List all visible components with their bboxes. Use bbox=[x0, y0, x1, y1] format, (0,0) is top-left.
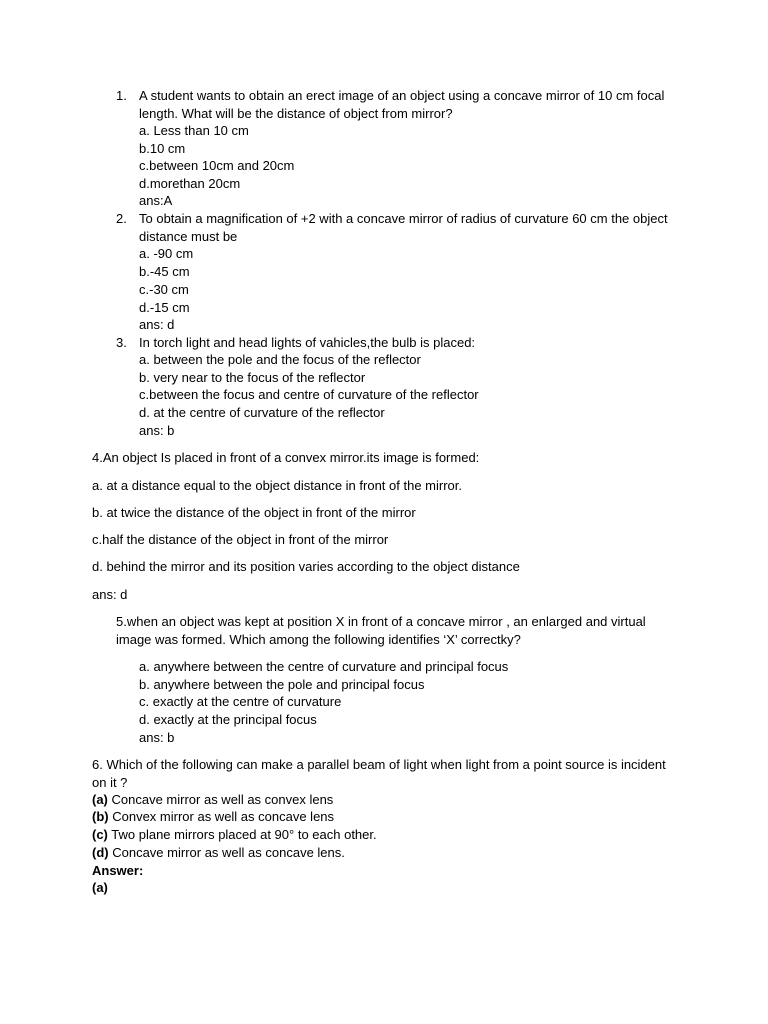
q6-option-b bbox=[92, 808, 334, 825]
q4-option-a: a. at a distance equal to the object distance in front of the mirror. bbox=[92, 478, 462, 493]
q6-option-b-text: Convex mirror as well as concave lens bbox=[108, 809, 335, 824]
q2-option-b: b.-45 cm bbox=[139, 264, 190, 279]
q3-option-a: a. between the pole and the focus of the reflector bbox=[139, 352, 421, 367]
q6-stem-line-1: 6. Which of the following can make a parallel beam of light when light from a point source is incident bbox=[92, 757, 666, 772]
q3-answer: ans: b bbox=[139, 423, 175, 438]
q1-stem-line-1: A student wants to obtain an erect image of an object using a concave mirror of 10 cm focal bbox=[139, 88, 665, 103]
q4-option-b: b. at twice the distance of the object in front of the mirror bbox=[92, 505, 416, 520]
q6-option-d-label: (d) bbox=[92, 845, 109, 860]
q5-answer: ans: b bbox=[139, 730, 175, 745]
q6-option-a-text: Concave mirror as well as convex lens bbox=[107, 792, 334, 807]
q6-option-a bbox=[92, 791, 333, 808]
q6-answer-value: (a) bbox=[92, 880, 108, 895]
q2-number: 2. bbox=[116, 211, 127, 226]
q4-option-c: c.half the distance of the object in front of the mirror bbox=[92, 532, 389, 547]
q5-stem-line-1: 5.when an object was kept at position X in front of a concave mirror , an enlarged and virtual bbox=[116, 614, 646, 629]
q6-option-c-text: Two plane mirrors placed at 90° to each other. bbox=[107, 827, 377, 842]
q6-option-c bbox=[92, 826, 377, 843]
q1-option-d: d.morethan 20cm bbox=[139, 176, 241, 191]
q6-answer-label: Answer: bbox=[92, 863, 144, 878]
q1-option-b: b.10 cm bbox=[139, 141, 186, 156]
q3-option-b: b. very near to the focus of the reflector bbox=[139, 370, 366, 385]
q4-option-d: d. behind the mirror and its position varies according to the object distance bbox=[92, 559, 520, 574]
q1-option-c: c.between 10cm and 20cm bbox=[139, 158, 295, 173]
q6-option-a-label: (a) bbox=[92, 792, 108, 807]
q2-option-c: c.-30 cm bbox=[139, 282, 189, 297]
q1-number: 1. bbox=[116, 88, 127, 103]
q6-option-d bbox=[92, 844, 345, 861]
q3-number: 3. bbox=[116, 335, 127, 350]
q2-stem-line-1: To obtain a magnification of +2 with a concave mirror of radius of curvature 60 cm the object bbox=[139, 211, 668, 226]
q3-stem: In torch light and head lights of vahicles,the bulb is placed: bbox=[139, 335, 476, 350]
q1-answer: ans:A bbox=[139, 193, 173, 208]
q3-option-c: c.between the focus and centre of curvature of the reflector bbox=[139, 387, 479, 402]
q3-option-d: d. at the centre of curvature of the reflector bbox=[139, 405, 385, 420]
q5-option-b: b. anywhere between the pole and principal focus bbox=[139, 677, 425, 692]
q6-option-c-label: (c) bbox=[92, 827, 108, 842]
q5-stem-line-2: image was formed. Which among the following identifies ‘X’ correctky? bbox=[116, 632, 521, 647]
q2-answer: ans: d bbox=[139, 317, 175, 332]
q6-stem-line-2: on it ? bbox=[92, 775, 128, 790]
q6-option-d-text: Concave mirror as well as concave lens. bbox=[108, 845, 345, 860]
q5-option-d: d. exactly at the principal focus bbox=[139, 712, 317, 727]
q4-stem: 4.An object Is placed in front of a convex mirror.its image is formed: bbox=[92, 450, 480, 465]
q5-option-c: c. exactly at the centre of curvature bbox=[139, 694, 342, 709]
q2-stem-line-2: distance must be bbox=[139, 229, 238, 244]
q1-stem-line-2: length. What will be the distance of object from mirror? bbox=[139, 106, 453, 121]
q4-answer: ans: d bbox=[92, 587, 128, 602]
q1-option-a: a. Less than 10 cm bbox=[139, 123, 249, 138]
q2-option-a: a. -90 cm bbox=[139, 246, 194, 261]
q5-option-a: a. anywhere between the centre of curvature and principal focus bbox=[139, 659, 509, 674]
q6-option-b-label: (b) bbox=[92, 809, 109, 824]
q2-option-d: d.-15 cm bbox=[139, 300, 190, 315]
